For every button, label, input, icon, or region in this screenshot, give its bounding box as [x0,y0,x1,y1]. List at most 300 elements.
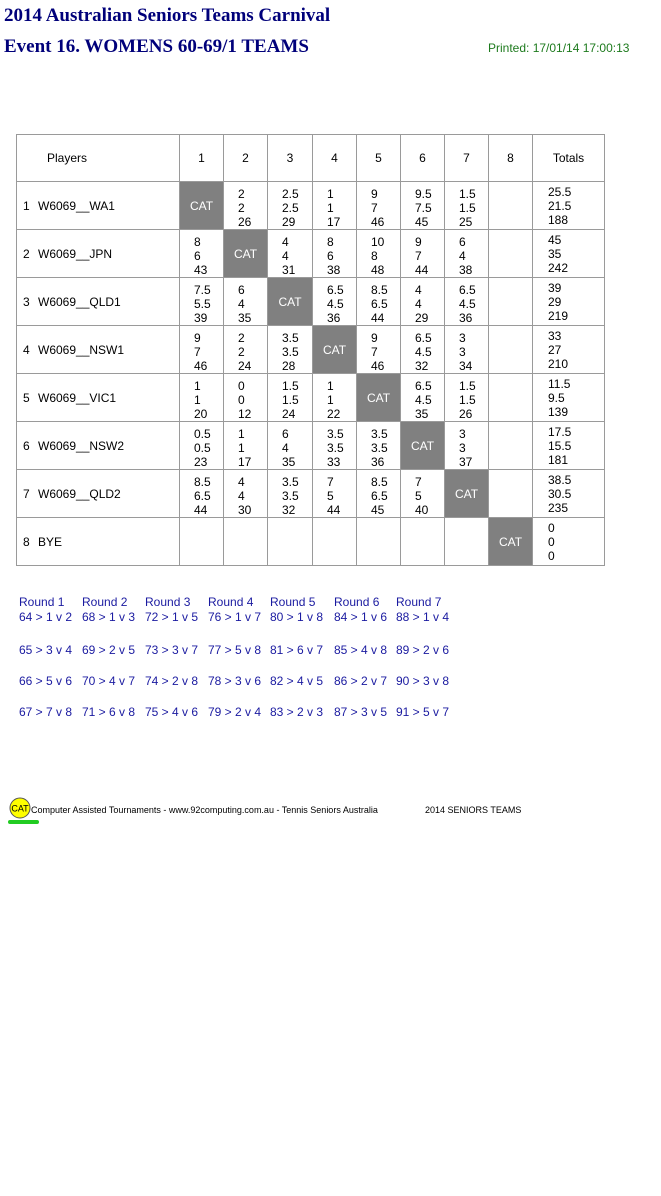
sets-won: 4.5 [459,296,476,311]
rounds-match-row [19,610,479,625]
cat-self-cell: CAT [445,470,489,518]
sets-won: 3.5 [371,440,388,455]
games-won: 46 [194,358,208,373]
score-cell [313,374,357,422]
sets-won: 4 [238,296,245,311]
table-row [17,374,605,422]
rubbers-won: 6 [238,282,245,297]
games-won: 44 [415,262,429,277]
score-cell [489,182,533,230]
totals-cell [533,230,605,278]
sets-won: 6.5 [371,296,388,311]
games-won: 36 [327,310,341,325]
games-won: 32 [415,358,429,373]
games-won: 35 [282,454,296,469]
rounds-match-row [19,705,479,720]
table-row [17,422,605,470]
team-name: W6069__QLD2 [38,486,121,501]
score-cell [445,182,489,230]
column-header-8: 8 [489,135,533,182]
team-name-cell [17,326,180,374]
score-cell [224,518,268,566]
score-cell [489,278,533,326]
sets-won: 1.5 [282,392,299,407]
rubbers-won: 3.5 [282,330,299,345]
match-entry: 83 > 2 v 3 [270,705,324,719]
rubbers-won: 6 [282,426,289,441]
sets-won: 1 [238,440,245,455]
rounds-header-row [19,595,479,610]
sets-won: 7 [194,344,201,359]
match-entry: 76 > 1 v 7 [208,610,262,624]
total-sets: 9.5 [548,390,565,405]
match-entry: 90 > 3 v 8 [396,674,450,688]
games-won: 45 [371,502,385,517]
team-name: W6069__WA1 [38,198,115,213]
sets-won: 6 [194,248,201,263]
games-won: 17 [238,454,252,469]
sets-won: 0.5 [194,440,211,455]
rubbers-won: 3.5 [327,426,344,441]
total-sets: 0 [548,534,555,549]
match-entry: 71 > 6 v 8 [82,705,136,719]
cat-self-cell: CAT [224,230,268,278]
totals-cell [533,470,605,518]
rubbers-won: 3.5 [282,474,299,489]
score-cell [401,518,445,566]
score-cell [357,278,401,326]
sets-won: 3.5 [282,488,299,503]
score-cell [489,326,533,374]
sets-won: 4 [282,248,289,263]
total-games: 181 [548,452,569,467]
round-header: Round 4 [208,595,254,609]
logo-underline [8,820,39,824]
score-cell [180,422,224,470]
rubbers-won: 6.5 [327,282,344,297]
sets-won: 1.5 [459,200,476,215]
table-row [17,230,605,278]
sets-won: 0 [238,392,245,407]
team-index: 8 [23,534,30,549]
rubbers-won: 10 [371,234,385,249]
games-won: 29 [282,214,296,229]
score-cell [445,422,489,470]
rubbers-won: 1 [327,186,334,201]
total-games: 219 [548,308,569,323]
match-entry: 87 > 3 v 5 [334,705,388,719]
rubbers-won: 1 [238,426,245,441]
score-cell [401,374,445,422]
sets-won: 6.5 [371,488,388,503]
round-header: Round 2 [82,595,128,609]
team-index: 2 [23,246,30,261]
games-won: 24 [282,406,296,421]
total-games: 235 [548,500,569,515]
rubbers-won: 3.5 [371,426,388,441]
games-won: 20 [194,406,208,421]
total-games: 242 [548,260,569,275]
games-won: 29 [415,310,429,325]
sets-won: 6.5 [194,488,211,503]
sets-won: 4 [238,488,245,503]
rubbers-won: 7.5 [194,282,211,297]
rubbers-won: 9 [371,186,378,201]
rubbers-won: 9 [371,330,378,345]
total-rubbers: 17.5 [548,424,572,439]
match-entry: 91 > 5 v 7 [396,705,450,719]
games-won: 46 [371,214,385,229]
games-won: 37 [459,454,473,469]
score-cell [445,230,489,278]
cat-self-cell: CAT [401,422,445,470]
total-rubbers: 38.5 [548,472,572,487]
score-cell [313,470,357,518]
score-cell [268,182,313,230]
games-won: 25 [459,214,473,229]
rubbers-won: 1 [327,378,334,393]
rubbers-won: 6.5 [415,330,432,345]
team-name-cell [17,518,180,566]
games-won: 44 [194,502,208,517]
score-cell [224,278,268,326]
round-header: Round 1 [19,595,65,609]
sets-won: 3.5 [282,344,299,359]
column-header-2: 2 [224,135,268,182]
team-name-cell [17,230,180,278]
team-name-cell [17,422,180,470]
games-won: 22 [327,406,341,421]
rubbers-won: 3 [459,330,466,345]
games-won: 33 [327,454,341,469]
cat-self-cell: CAT [268,278,313,326]
score-cell [224,374,268,422]
rubbers-won: 6.5 [459,282,476,297]
sets-won: 5 [327,488,334,503]
total-rubbers: 45 [548,232,562,247]
total-sets: 27 [548,342,562,357]
totals-cell [533,374,605,422]
games-won: 23 [194,454,208,469]
score-cell [180,470,224,518]
team-name: W6069__QLD1 [38,294,121,309]
rounds-match-row [19,674,479,689]
games-won: 35 [238,310,252,325]
rubbers-won: 8 [327,234,334,249]
total-games: 210 [548,356,569,371]
games-won: 35 [415,406,429,421]
sets-won: 1 [194,392,201,407]
match-entry: 78 > 3 v 6 [208,674,262,688]
score-cell [445,374,489,422]
score-cell [268,326,313,374]
total-rubbers: 25.5 [548,184,572,199]
rubbers-won: 3 [459,426,466,441]
totals-cell [533,422,605,470]
score-cell [224,326,268,374]
rubbers-won: 0 [238,378,245,393]
total-sets: 35 [548,246,562,261]
total-games: 139 [548,404,569,419]
games-won: 36 [371,454,385,469]
games-won: 45 [415,214,429,229]
rubbers-won: 2 [238,330,245,345]
score-cell [489,470,533,518]
rubbers-won: 8.5 [194,474,211,489]
match-entry: 72 > 1 v 5 [145,610,199,624]
match-entry: 85 > 4 v 8 [334,643,388,657]
sets-won: 2.5 [282,200,299,215]
score-cell [313,182,357,230]
rubbers-won: 0.5 [194,426,211,441]
sets-won: 1 [327,392,334,407]
score-cell [180,230,224,278]
score-cell [268,518,313,566]
rubbers-won: 4 [238,474,245,489]
score-cell [180,518,224,566]
table-row [17,278,605,326]
score-cell [313,518,357,566]
printed-timestamp: Printed: 17/01/14 17:00:13 [488,41,630,55]
score-cell [180,374,224,422]
rubbers-won: 1.5 [282,378,299,393]
team-name-cell [17,182,180,230]
score-cell [401,470,445,518]
total-sets: 30.5 [548,486,572,501]
sets-won: 4 [459,248,466,263]
footer-event-label: 2014 SENIORS TEAMS [425,805,522,815]
games-won: 40 [415,502,429,517]
score-cell [268,230,313,278]
column-header-3: 3 [268,135,313,182]
score-cell [224,422,268,470]
sets-won: 3 [459,440,466,455]
sets-won: 7 [371,344,378,359]
score-cell [357,422,401,470]
sets-won: 6 [327,248,334,263]
score-cell [489,374,533,422]
cat-self-cell: CAT [313,326,357,374]
match-entry: 67 > 7 v 8 [19,705,73,719]
games-won: 31 [282,262,296,277]
score-cell [445,326,489,374]
sets-won: 5 [415,488,422,503]
match-entry: 79 > 2 v 4 [208,705,262,719]
team-name: W6069__NSW1 [38,342,125,357]
footer-credits: Computer Assisted Tournaments - www.92computing.com.au - Tennis Seniors Australia [31,805,378,815]
score-cell [357,230,401,278]
match-entry: 66 > 5 v 6 [19,674,73,688]
table-row [17,182,605,230]
table-row [17,518,605,566]
match-entry: 82 > 4 v 5 [270,674,324,688]
sets-won: 3 [459,344,466,359]
match-entry: 65 > 3 v 4 [19,643,73,657]
rubbers-won: 7 [415,474,422,489]
match-entry: 86 > 2 v 7 [334,674,388,688]
match-entry: 70 > 4 v 7 [82,674,136,688]
cat-self-cell: CAT [180,182,224,230]
column-header-6: 6 [401,135,445,182]
table-row [17,470,605,518]
match-entry: 80 > 1 v 8 [270,610,324,624]
sets-won: 2 [238,344,245,359]
event-title: Event 16. WOMENS 60-69/1 TEAMS [4,36,309,57]
grid-header-row [17,135,605,182]
totals-cell [533,278,605,326]
score-cell [445,278,489,326]
games-won: 44 [371,310,385,325]
sets-won: 4.5 [415,344,432,359]
column-header-1: 1 [180,135,224,182]
rubbers-won: 1.5 [459,378,476,393]
sets-won: 5.5 [194,296,211,311]
team-index: 7 [23,486,30,501]
games-won: 34 [459,358,473,373]
sets-won: 3.5 [327,440,344,455]
score-cell [313,230,357,278]
total-sets: 21.5 [548,198,572,213]
score-cell [401,326,445,374]
rubbers-won: 9 [194,330,201,345]
round-header: Round 7 [396,595,442,609]
games-won: 38 [327,262,341,277]
score-cell [357,518,401,566]
sets-won: 7 [371,200,378,215]
rubbers-won: 1 [194,378,201,393]
score-cell [445,518,489,566]
team-name: W6069__VIC1 [38,390,117,405]
score-cell [401,182,445,230]
sets-won: 8 [371,248,378,263]
rubbers-won: 6.5 [415,378,432,393]
score-cell [268,422,313,470]
team-index: 4 [23,342,30,357]
total-rubbers: 39 [548,280,562,295]
match-entry: 74 > 2 v 8 [145,674,199,688]
sets-won: 1 [327,200,334,215]
score-cell [224,182,268,230]
team-name-cell [17,278,180,326]
totals-cell [533,326,605,374]
games-won: 39 [194,310,208,325]
team-name-cell [17,470,180,518]
total-rubbers: 0 [548,520,555,535]
column-header-7: 7 [445,135,489,182]
round-header: Round 6 [334,595,380,609]
score-cell [268,470,313,518]
rubbers-won: 4 [415,282,422,297]
team-name-cell [17,374,180,422]
score-cell [357,182,401,230]
score-cell [489,230,533,278]
total-games: 188 [548,212,569,227]
rubbers-won: 2 [238,186,245,201]
score-cell [357,326,401,374]
games-won: 43 [194,262,208,277]
games-won: 17 [327,214,341,229]
rounds-match-row [19,643,479,658]
total-sets: 29 [548,294,562,309]
logo-text: CAT [11,803,29,814]
team-index: 1 [23,198,30,213]
round-header: Round 5 [270,595,316,609]
games-won: 32 [282,502,296,517]
cat-self-cell: CAT [489,518,533,566]
match-entry: 84 > 1 v 6 [334,610,388,624]
total-rubbers: 11.5 [548,376,571,391]
team-index: 5 [23,390,30,405]
score-cell [180,278,224,326]
total-sets: 15.5 [548,438,572,453]
total-rubbers: 33 [548,328,562,343]
rubbers-won: 9.5 [415,186,432,201]
match-entry: 75 > 4 v 6 [145,705,199,719]
match-entry: 89 > 2 v 6 [396,643,450,657]
rubbers-won: 9 [415,234,422,249]
games-won: 36 [459,310,473,325]
sets-won: 4.5 [327,296,344,311]
score-cell [313,278,357,326]
sets-won: 7.5 [415,200,432,215]
page-title: 2014 Australian Seniors Teams Carnival [4,5,331,26]
games-won: 12 [238,406,252,421]
games-won: 46 [371,358,385,373]
score-cell [401,278,445,326]
match-entry: 68 > 1 v 3 [82,610,136,624]
rubbers-won: 8 [194,234,201,249]
games-won: 28 [282,358,296,373]
rubbers-won: 2.5 [282,186,299,201]
match-entry: 64 > 1 v 2 [19,610,73,624]
match-entry: 81 > 6 v 7 [270,643,324,657]
column-header-5: 5 [357,135,401,182]
team-name: W6069__NSW2 [38,438,125,453]
cat-self-cell: CAT [357,374,401,422]
sets-won: 2 [238,200,245,215]
games-won: 26 [238,214,252,229]
players-header: Players [17,135,180,182]
rubbers-won: 8.5 [371,474,388,489]
match-entry: 77 > 5 v 8 [208,643,262,657]
games-won: 48 [371,262,385,277]
score-cell [268,374,313,422]
rubbers-won: 7 [327,474,334,489]
games-won: 30 [238,502,252,517]
games-won: 38 [459,262,473,277]
sets-won: 4 [282,440,289,455]
games-won: 44 [327,502,341,517]
table-row [17,326,605,374]
column-header-4: 4 [313,135,357,182]
games-won: 26 [459,406,473,421]
totals-cell [533,518,605,566]
rubbers-won: 4 [282,234,289,249]
match-entry: 69 > 2 v 5 [82,643,136,657]
round-header: Round 3 [145,595,191,609]
totals-header: Totals [533,135,605,182]
results-grid [16,134,605,566]
grid-body [17,182,605,566]
score-cell [489,422,533,470]
rubbers-won: 6 [459,234,466,249]
score-cell [401,230,445,278]
team-name: BYE [38,534,63,549]
score-cell [224,470,268,518]
sets-won: 7 [415,248,422,263]
total-games: 0 [548,548,555,563]
rubbers-won: 8.5 [371,282,388,297]
